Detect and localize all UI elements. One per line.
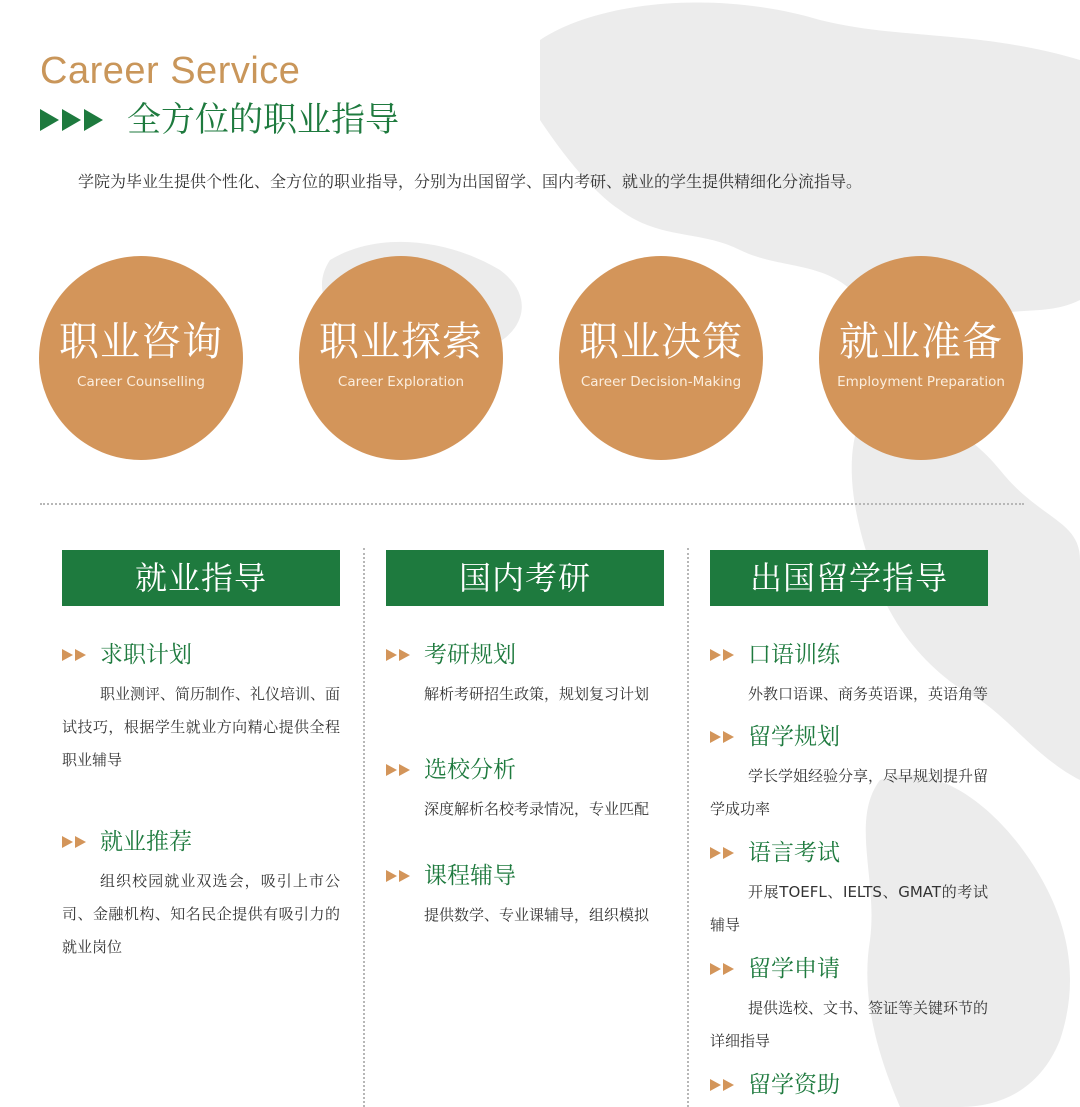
stage-title: 职业咨询 [59,319,223,365]
item-body: 开展TOEFL、IELTS、GMAT的考试辅导 [710,883,988,934]
stage-subtitle: Career Decision-Making [580,374,742,390]
column-header: 就业指导 [62,550,340,606]
item-title-row [386,752,664,788]
item-body: 提供选校、文书、签证等关键环节的详细指导 [710,999,989,1050]
list-item [62,637,340,777]
item-title: 留学规划 [748,724,840,750]
list-item [386,637,664,711]
item-body: 解析考研招生政策，规划复习计划 [424,685,650,703]
stage-circle-employment [819,256,1023,460]
column-header: 国内考研 [386,550,664,606]
intro-text: 学院为毕业生提供个性化、全方位的职业指导，分别为出国留学、国内考研、就业的学生提供精细化分流指导。 [78,172,863,191]
item-body: 学长学姐经验分享，尽早规划提升留学成功率 [710,767,989,818]
item-title: 选校分析 [424,757,516,783]
stage-title: 就业准备 [839,319,1003,365]
item-title-row [386,637,664,673]
list-item [710,637,988,711]
item-title-row [710,1067,988,1103]
list-item [710,1067,988,1103]
item-title: 留学申请 [748,956,840,982]
double-arrow-icon [386,764,410,776]
list-item [710,835,988,942]
column-study-abroad [710,550,989,1098]
item-title: 留学资助 [748,1072,840,1098]
double-arrow-icon [710,1079,734,1091]
list-item [710,719,988,826]
item-title: 口语训练 [748,642,840,668]
double-arrow-icon [62,836,86,848]
stage-title: 职业探索 [319,319,483,365]
item-body: 职业测评、简历制作、礼仪培训、面试技巧，根据学生就业方向精心提供全程职业辅导 [62,685,341,769]
column-divider [687,548,689,1107]
english-title: Career Service [40,50,301,92]
item-body: 外教口语课、商务英语课，英语角等 [748,685,989,703]
column-postgraduate [386,550,664,924]
item-title-row [710,835,988,871]
item-title-row [62,637,340,673]
stage-subtitle: Career Exploration [337,374,465,390]
title-row [40,98,399,142]
item-title: 就业推荐 [100,829,192,855]
item-title-row [710,719,988,755]
item-title: 求职计划 [100,642,192,668]
triple-arrow-icon [40,109,103,131]
double-arrow-icon [386,649,410,661]
item-title-row [710,951,988,987]
double-arrow-icon [710,649,734,661]
chinese-title: 全方位的职业指导 [127,100,399,140]
double-arrow-icon [710,847,734,859]
column-header: 出国留学指导 [710,550,988,606]
stage-circle-counselling [39,256,243,460]
item-title-row [386,858,664,894]
double-arrow-icon [710,731,734,743]
list-item [386,858,664,932]
item-body: 深度解析名校考录情况，专业匹配 [424,800,650,818]
item-title-row [710,637,988,673]
stage-circle-decision [559,256,763,460]
stage-subtitle: Employment Preparation [837,374,1005,390]
stage-subtitle: Career Counselling [77,374,205,390]
section-divider [40,503,1024,505]
item-title-row [62,824,340,860]
list-item [710,951,988,1058]
item-body: 提供数学、专业课辅导，组织模拟 [424,906,650,924]
double-arrow-icon [710,963,734,975]
double-arrow-icon [386,870,410,882]
stage-title: 职业决策 [579,319,743,365]
column-divider [363,548,365,1107]
item-title: 语言考试 [748,840,840,866]
double-arrow-icon [62,649,86,661]
item-title: 课程辅导 [424,863,516,889]
item-body: 组织校园就业双选会，吸引上市公司、金融机构、知名民企提供有吸引力的就业岗位 [62,872,340,956]
list-item [62,824,340,964]
column-employment [62,550,341,956]
stage-circle-exploration [299,256,503,460]
item-title: 考研规划 [424,642,516,668]
list-item [386,752,664,826]
